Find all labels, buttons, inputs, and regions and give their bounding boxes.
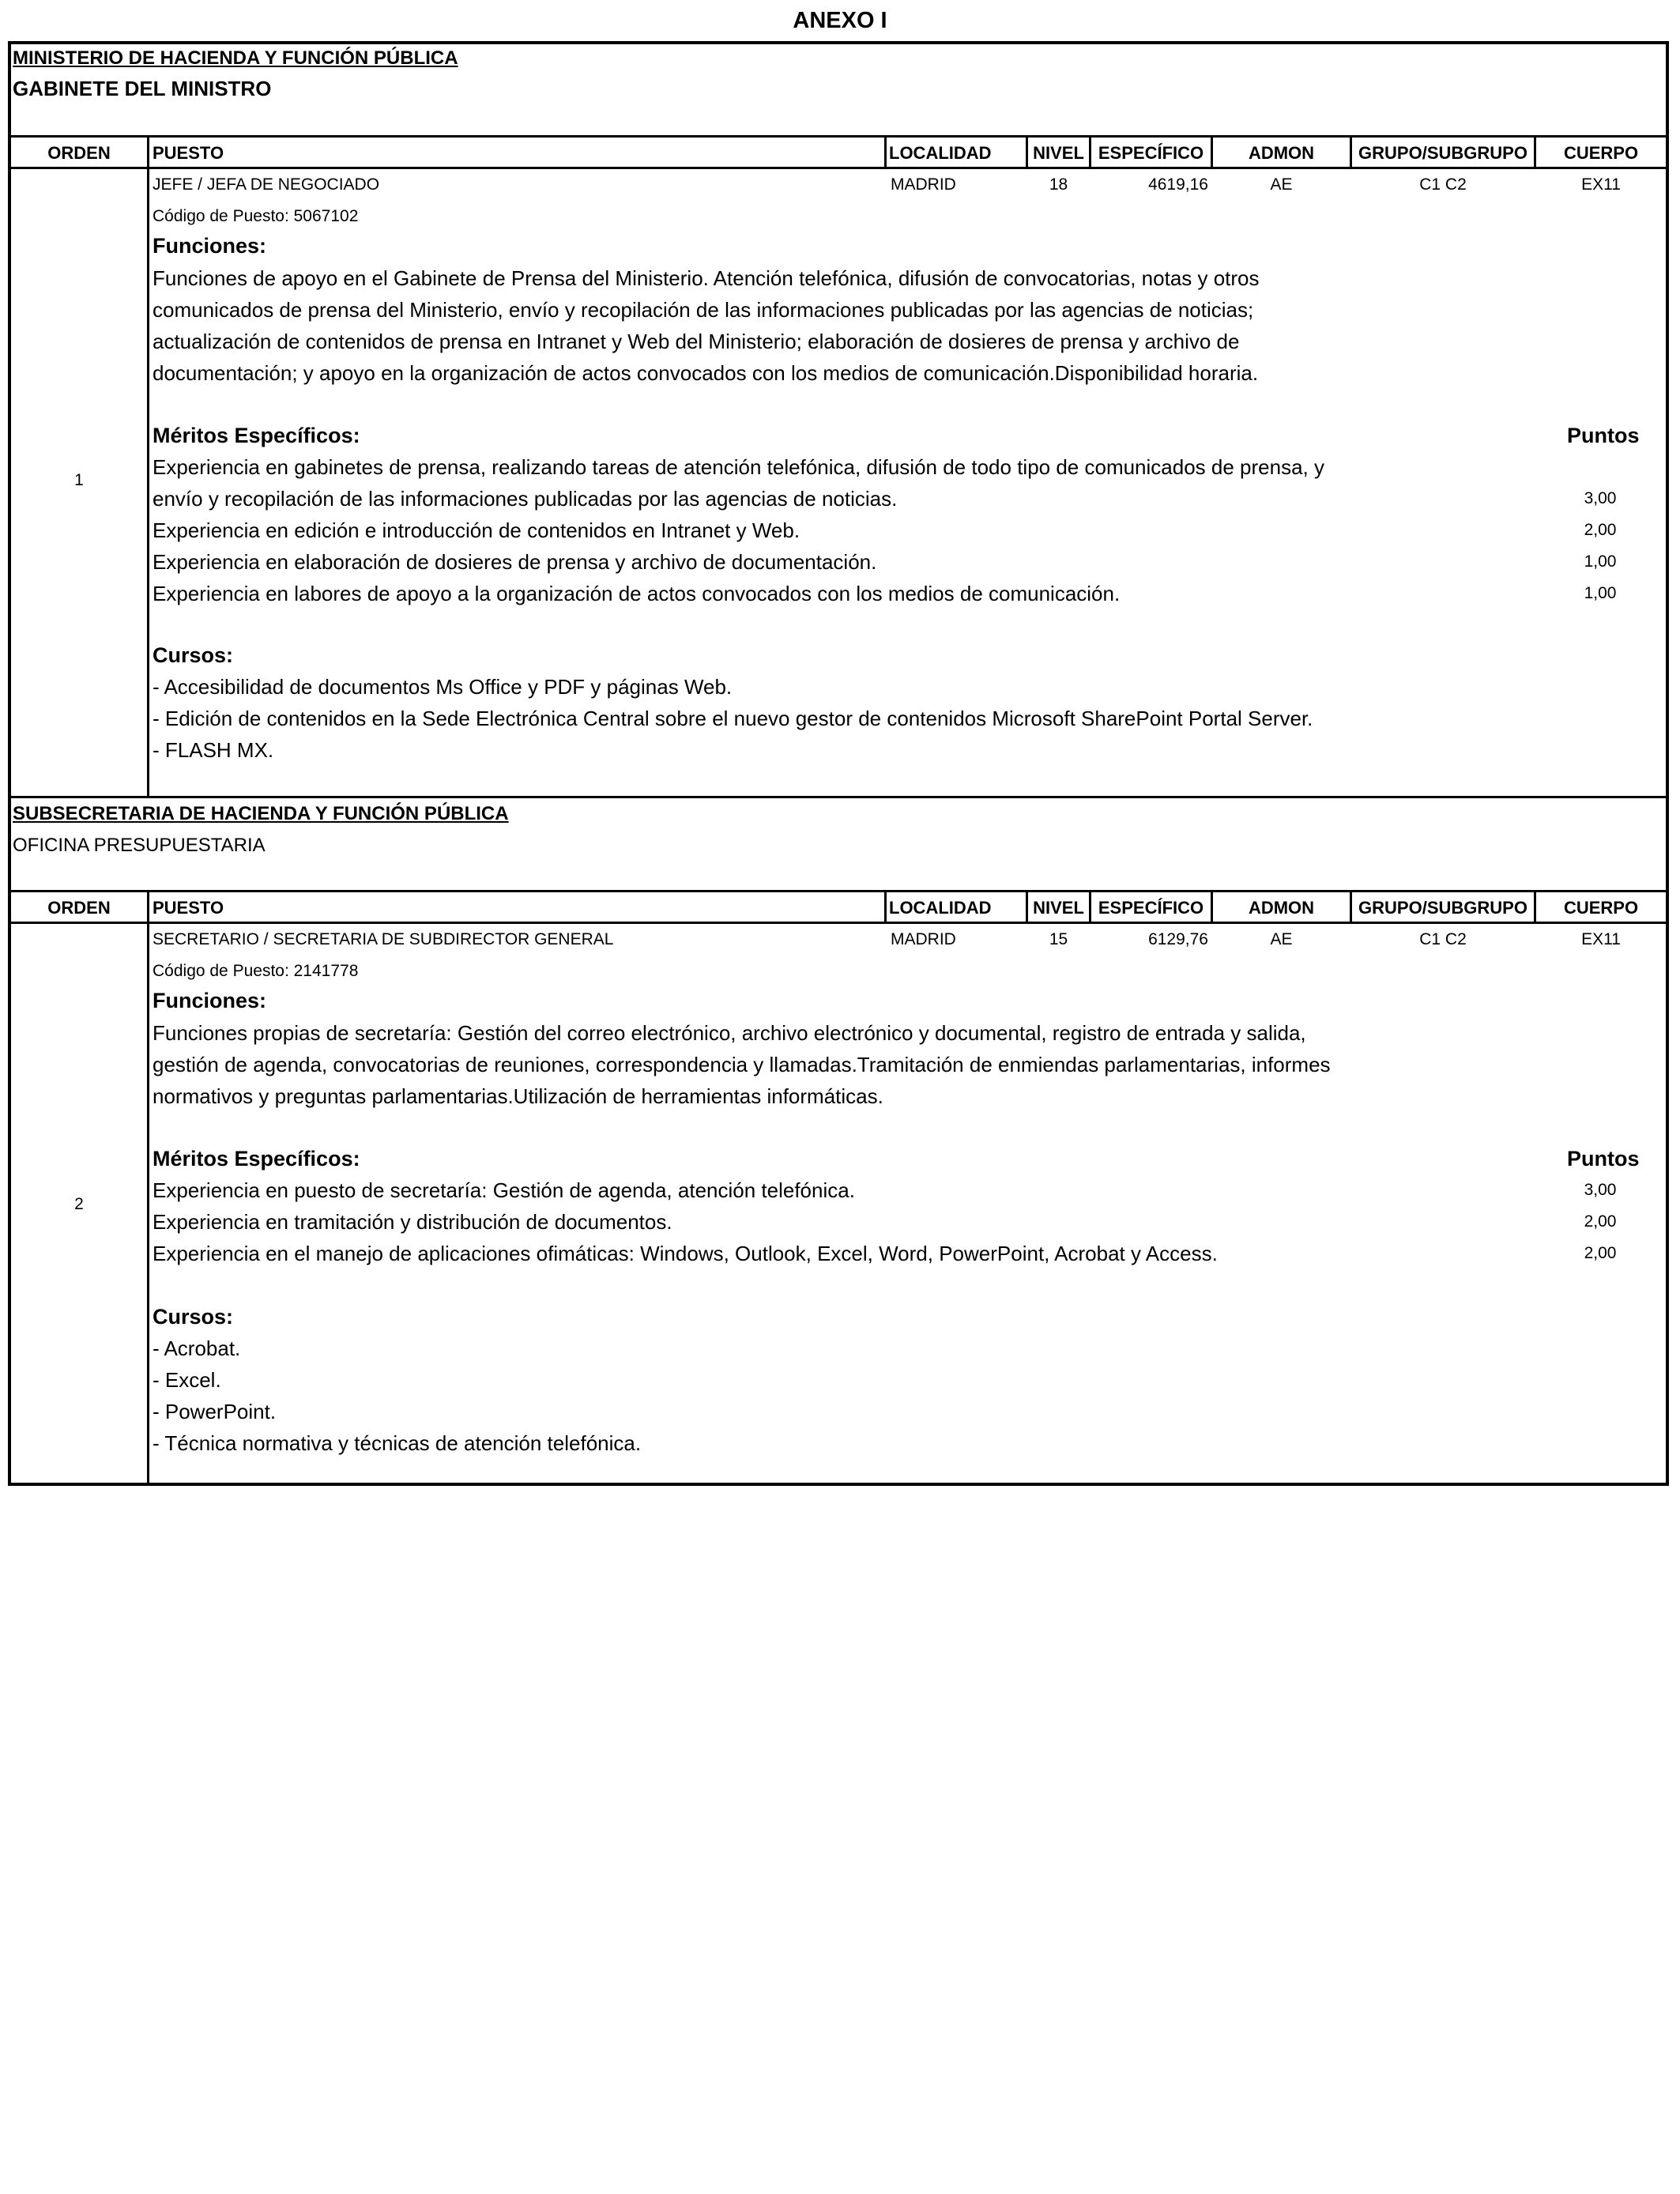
admon-value: AE [1270, 930, 1293, 948]
header-nivel: NIVEL [1033, 143, 1084, 163]
header-puesto: PUESTO [153, 898, 224, 918]
curso-item: - Accesibilidad de documentos Ms Office y PDF y páginas Web. [153, 675, 733, 699]
curso-item: - Técnica normativa y técnicas de atención telefónica. [153, 1431, 642, 1455]
merito-puntos: 2,00 [1584, 1244, 1617, 1262]
page-title: ANEXO I [793, 8, 887, 33]
cuerpo-value: EX11 [1581, 930, 1621, 948]
curso-item: - Acrobat. [153, 1336, 241, 1360]
funciones-label: Funciones: [153, 234, 267, 258]
orden-value: 1 [74, 471, 84, 489]
orden-column-rule [147, 167, 149, 796]
curso-item: - FLASH MX. [153, 738, 274, 762]
puesto-value: JEFE / JEFA DE NEGOCIADO [153, 175, 380, 194]
orden-value: 2 [74, 1195, 84, 1213]
merito-puntos: 2,00 [1584, 521, 1617, 539]
grupo-value: C1 C2 [1419, 175, 1467, 194]
header-orden: ORDEN [47, 143, 111, 163]
header-localidad: LOCALIDAD [889, 143, 992, 163]
funciones-label: Funciones: [153, 989, 267, 1012]
column-rule [147, 135, 149, 167]
funciones-line: comunicados de prensa del Ministerio, envío y recopilación de las informaciones publicadas por las agencias de noticias; [153, 298, 1254, 322]
header-grupo: GRUPO/SUBGRUPO [1358, 898, 1527, 918]
nivel-value: 18 [1049, 175, 1068, 194]
header-row-bottom-rule [8, 167, 1669, 169]
header-admon: ADMON [1248, 143, 1315, 163]
meritos-label: Méritos Específicos: [153, 1147, 360, 1171]
puesto-value: SECRETARIO / SECRETARIA DE SUBDIRECTOR GENERAL [153, 930, 614, 948]
funciones-text [153, 262, 1260, 389]
cursos-label: Cursos: [153, 1305, 234, 1329]
header-row-top-rule [8, 890, 1669, 892]
header-puesto: PUESTO [153, 143, 224, 163]
funciones-line: Funciones de apoyo en el Gabinete de Prensa del Ministerio. Atención telefónica, difusión de convocatorias, notas y otros [153, 266, 1260, 290]
curso-item: - PowerPoint. [153, 1400, 277, 1423]
puntos-label: Puntos [1567, 424, 1640, 447]
puntos-label: Puntos [1567, 1147, 1640, 1171]
merito-text: Experiencia en edición e introducción de contenidos en Intranet y Web. [153, 518, 800, 542]
merito-text: Experiencia en puesto de secretaría: Gestión de agenda, atención telefónica. [153, 1178, 855, 1202]
merito-puntos: 1,00 [1584, 584, 1617, 602]
orden-column-rule [147, 922, 149, 1486]
localidad-value: MADRID [891, 175, 956, 194]
header-localidad: LOCALIDAD [889, 898, 992, 918]
header-orden: ORDEN [47, 898, 111, 918]
header-row-bottom-rule [8, 922, 1669, 924]
ministry-heading: MINISTERIO DE HACIENDA Y FUNCIÓN PÚBLICA [13, 47, 458, 69]
grupo-value: C1 C2 [1419, 930, 1467, 948]
merito-text: Experiencia en elaboración de dosieres de prensa y archivo de documentación. [153, 550, 877, 574]
header-especifico: ESPECÍFICO [1098, 143, 1204, 163]
unit-heading: GABINETE DEL MINISTRO [13, 77, 272, 100]
cursos-list [153, 1333, 641, 1459]
funciones-line: gestión de agenda, convocatorias de reuniones, correspondencia y llamadas.Tramitación de enmiendas parlamentarias, informes [153, 1053, 1331, 1076]
funciones-line: Funciones propias de secretaría: Gestión del correo electrónico, archivo electrónico y documental, registro de entrada y salida, [153, 1021, 1306, 1045]
merito-text: Experiencia en el manejo de aplicaciones ofimáticas: Windows, Outlook, Excel, Word, PowerPoint, Acrobat y Access. [153, 1242, 1218, 1265]
section-divider-rule [8, 796, 1669, 798]
cursos-list [153, 671, 1313, 766]
merito-puntos: 3,00 [1584, 489, 1617, 507]
merito-puntos: 3,00 [1584, 1181, 1617, 1199]
curso-item: - Excel. [153, 1368, 221, 1392]
header-grupo: GRUPO/SUBGRUPO [1358, 143, 1527, 163]
merito-text: Experiencia en gabinetes de prensa, realizando tareas de atención telefónica, difusión de todo tipo de comunicados de prensa, y [153, 455, 1324, 479]
header-admon: ADMON [1248, 898, 1315, 918]
column-rule [884, 135, 887, 167]
header-row-top-rule [8, 135, 1669, 138]
merito-puntos: 1,00 [1584, 552, 1617, 571]
merito-puntos: 2,00 [1584, 1212, 1617, 1231]
funciones-text [153, 1017, 1331, 1112]
nivel-value: 15 [1049, 930, 1068, 948]
localidad-value: MADRID [891, 930, 956, 948]
funciones-line: normativos y preguntas parlamentarias.Utilización de herramientas informáticas. [153, 1084, 883, 1108]
meritos-label: Méritos Específicos: [153, 424, 360, 447]
especifico-value: 4619,16 [1148, 175, 1208, 194]
unit-heading: OFICINA PRESUPUESTARIA [13, 835, 266, 856]
codigo-puesto: Código de Puesto: 5067102 [153, 207, 359, 225]
merito-text: Experiencia en tramitación y distribución de documentos. [153, 1210, 672, 1234]
funciones-line: documentación; y apoyo en la organización de actos convocados con los medios de comunicación.Disponibilidad horaria. [153, 361, 1259, 385]
header-nivel: NIVEL [1033, 898, 1084, 918]
codigo-puesto: Código de Puesto: 2141778 [153, 962, 359, 980]
cuerpo-value: EX11 [1581, 175, 1621, 194]
merito-text: envío y recopilación de las informaciones publicadas por las agencias de noticias. [153, 487, 898, 511]
header-cuerpo: CUERPO [1563, 143, 1639, 163]
column-rule [884, 890, 887, 922]
header-cuerpo: CUERPO [1563, 898, 1639, 918]
header-especifico: ESPECÍFICO [1098, 898, 1204, 918]
cursos-label: Cursos: [153, 643, 234, 667]
column-rule [147, 890, 149, 922]
ministry-heading: SUBSECRETARIA DE HACIENDA Y FUNCIÓN PÚBLICA [13, 803, 509, 824]
funciones-line: actualización de contenidos de prensa en Intranet y Web del Ministerio; elaboración de dosieres de prensa y archivo de [153, 330, 1240, 353]
especifico-value: 6129,76 [1148, 930, 1208, 948]
merito-text: Experiencia en labores de apoyo a la organización de actos convocados con los medios de comunicación. [153, 582, 1121, 605]
admon-value: AE [1270, 175, 1293, 194]
curso-item: - Edición de contenidos en la Sede Electrónica Central sobre el nuevo gestor de contenidos Microsoft SharePoint Portal Server. [153, 707, 1313, 730]
